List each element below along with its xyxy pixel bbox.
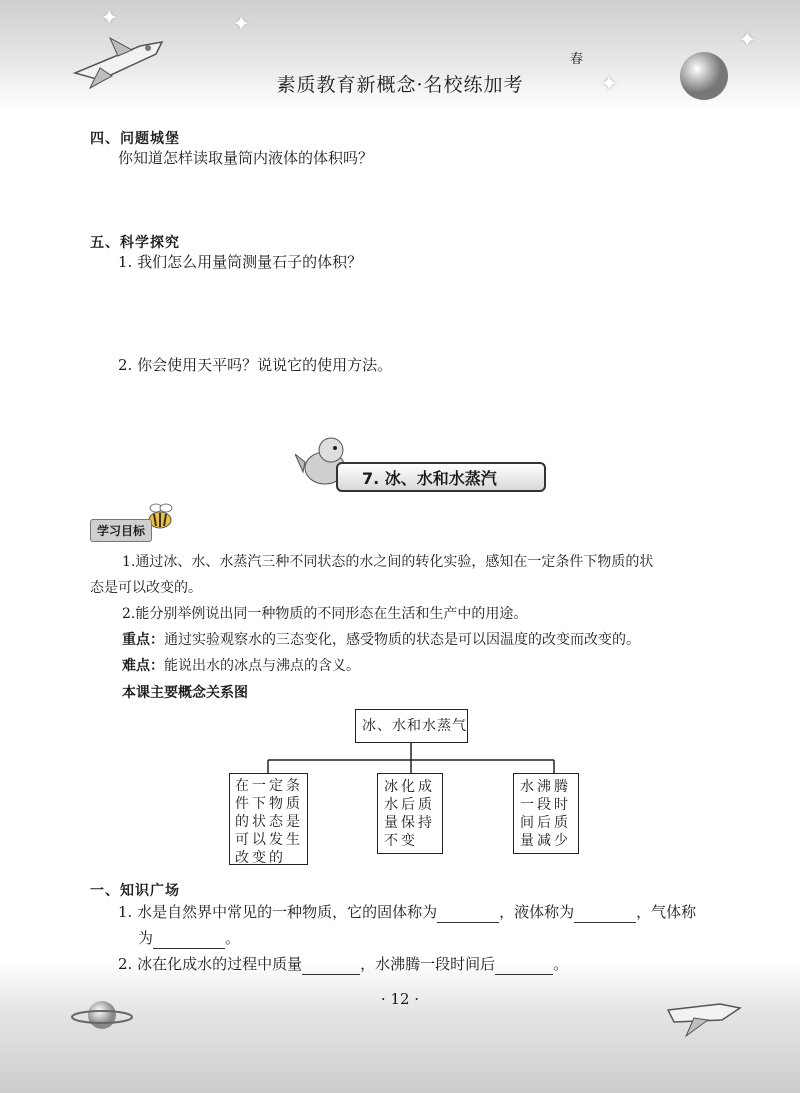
- goal-line-2: 2.能分别举例说出同一种物质的不同形态在生活和生产中的用途。: [122, 606, 528, 622]
- star-icon: ✦: [100, 6, 119, 31]
- difficult-point-text: 能说出水的冰点与沸点的含义。: [164, 658, 360, 674]
- section5-q2: 2. 你会使用天平吗？说说它的使用方法。: [118, 356, 393, 374]
- diagram-box-boiling-text: 水沸腾 一段时 间后质 量减少: [520, 779, 571, 849]
- section1-q2-text-b: ，水沸腾一段时间后: [360, 955, 496, 973]
- goal-line-1: 1.通过冰、水、水蒸汽三种不同状态的水之间的转化实验，感知在一定条件下物质的状: [122, 554, 654, 570]
- section4-heading: 四、问题城堡: [90, 131, 180, 147]
- section1-q1-text-b: ，液体称为: [499, 903, 575, 921]
- star-icon: ✦: [738, 28, 757, 53]
- lesson-title-banner: 7. 冰、水和水蒸汽: [336, 462, 546, 492]
- section1-q1-line1: [118, 902, 696, 923]
- answer-blank-gas[interactable]: [153, 928, 225, 949]
- section4-question: 你知道怎样读取量筒内液体的体积吗？: [118, 149, 374, 167]
- diagram-box-melting-text: 冰化成 水后质 量保持 不变: [384, 779, 435, 849]
- section1-q1-text-a: 1. 水是自然界中常见的一种物质，它的固体称为: [118, 903, 438, 921]
- section1-q1-end: 。: [225, 929, 241, 947]
- saturn-icon: [70, 995, 134, 1035]
- diagram-box-melting: [377, 773, 443, 854]
- answer-blank-liquid[interactable]: [574, 902, 636, 923]
- answer-blank-boiling-mass[interactable]: [495, 954, 553, 975]
- season-tag: 春: [570, 52, 584, 67]
- star-icon: ✦: [232, 12, 251, 37]
- key-point-text: 通过实验观察水的三态变化，感受物质的状态是可以因温度的改变而改变的。: [164, 632, 640, 648]
- learning-goals-label: 学习目标: [90, 519, 152, 542]
- page-number: · 12 ·: [380, 990, 420, 1008]
- section5-q1: 1. 我们怎么用量筒测量石子的体积？: [118, 253, 363, 271]
- section1-q1-text-c: ，气体称: [636, 903, 697, 921]
- diagram-root-text: 冰、水和水蒸气: [362, 718, 467, 734]
- diagram-box-boiling: [513, 773, 579, 854]
- diagram-box-state-change-text: 在一定条 件下物质 的状态是 可以发生 改变的: [235, 778, 303, 866]
- star-icon: ✦: [600, 72, 619, 97]
- section1-q1-text-d: 为: [138, 929, 154, 947]
- key-point-label: 重点：: [122, 632, 164, 648]
- space-shuttle-icon: [664, 990, 744, 1038]
- goal-line-1b: 态是可以改变的。: [90, 580, 202, 596]
- section1-q2-end: 。: [553, 955, 569, 973]
- answer-blank-solid[interactable]: [437, 902, 499, 923]
- answer-blank-melting-mass[interactable]: [302, 954, 360, 975]
- diagram-root-box: [355, 709, 468, 743]
- section1-heading: 一、知识广场: [90, 883, 180, 899]
- concept-map-title: 本课主要概念关系图: [122, 685, 248, 701]
- section5-heading: 五、科学探究: [90, 235, 180, 251]
- header-title: 素质教育新概念·名校练加考: [276, 74, 524, 96]
- section1-q2: [118, 954, 568, 975]
- section1-q1-line2: [138, 928, 240, 949]
- section1-q2-text-a: 2. 冰在化成水的过程中质量: [118, 955, 303, 973]
- difficult-point-label: 难点：: [122, 658, 164, 674]
- diagram-box-state-change: [229, 773, 308, 865]
